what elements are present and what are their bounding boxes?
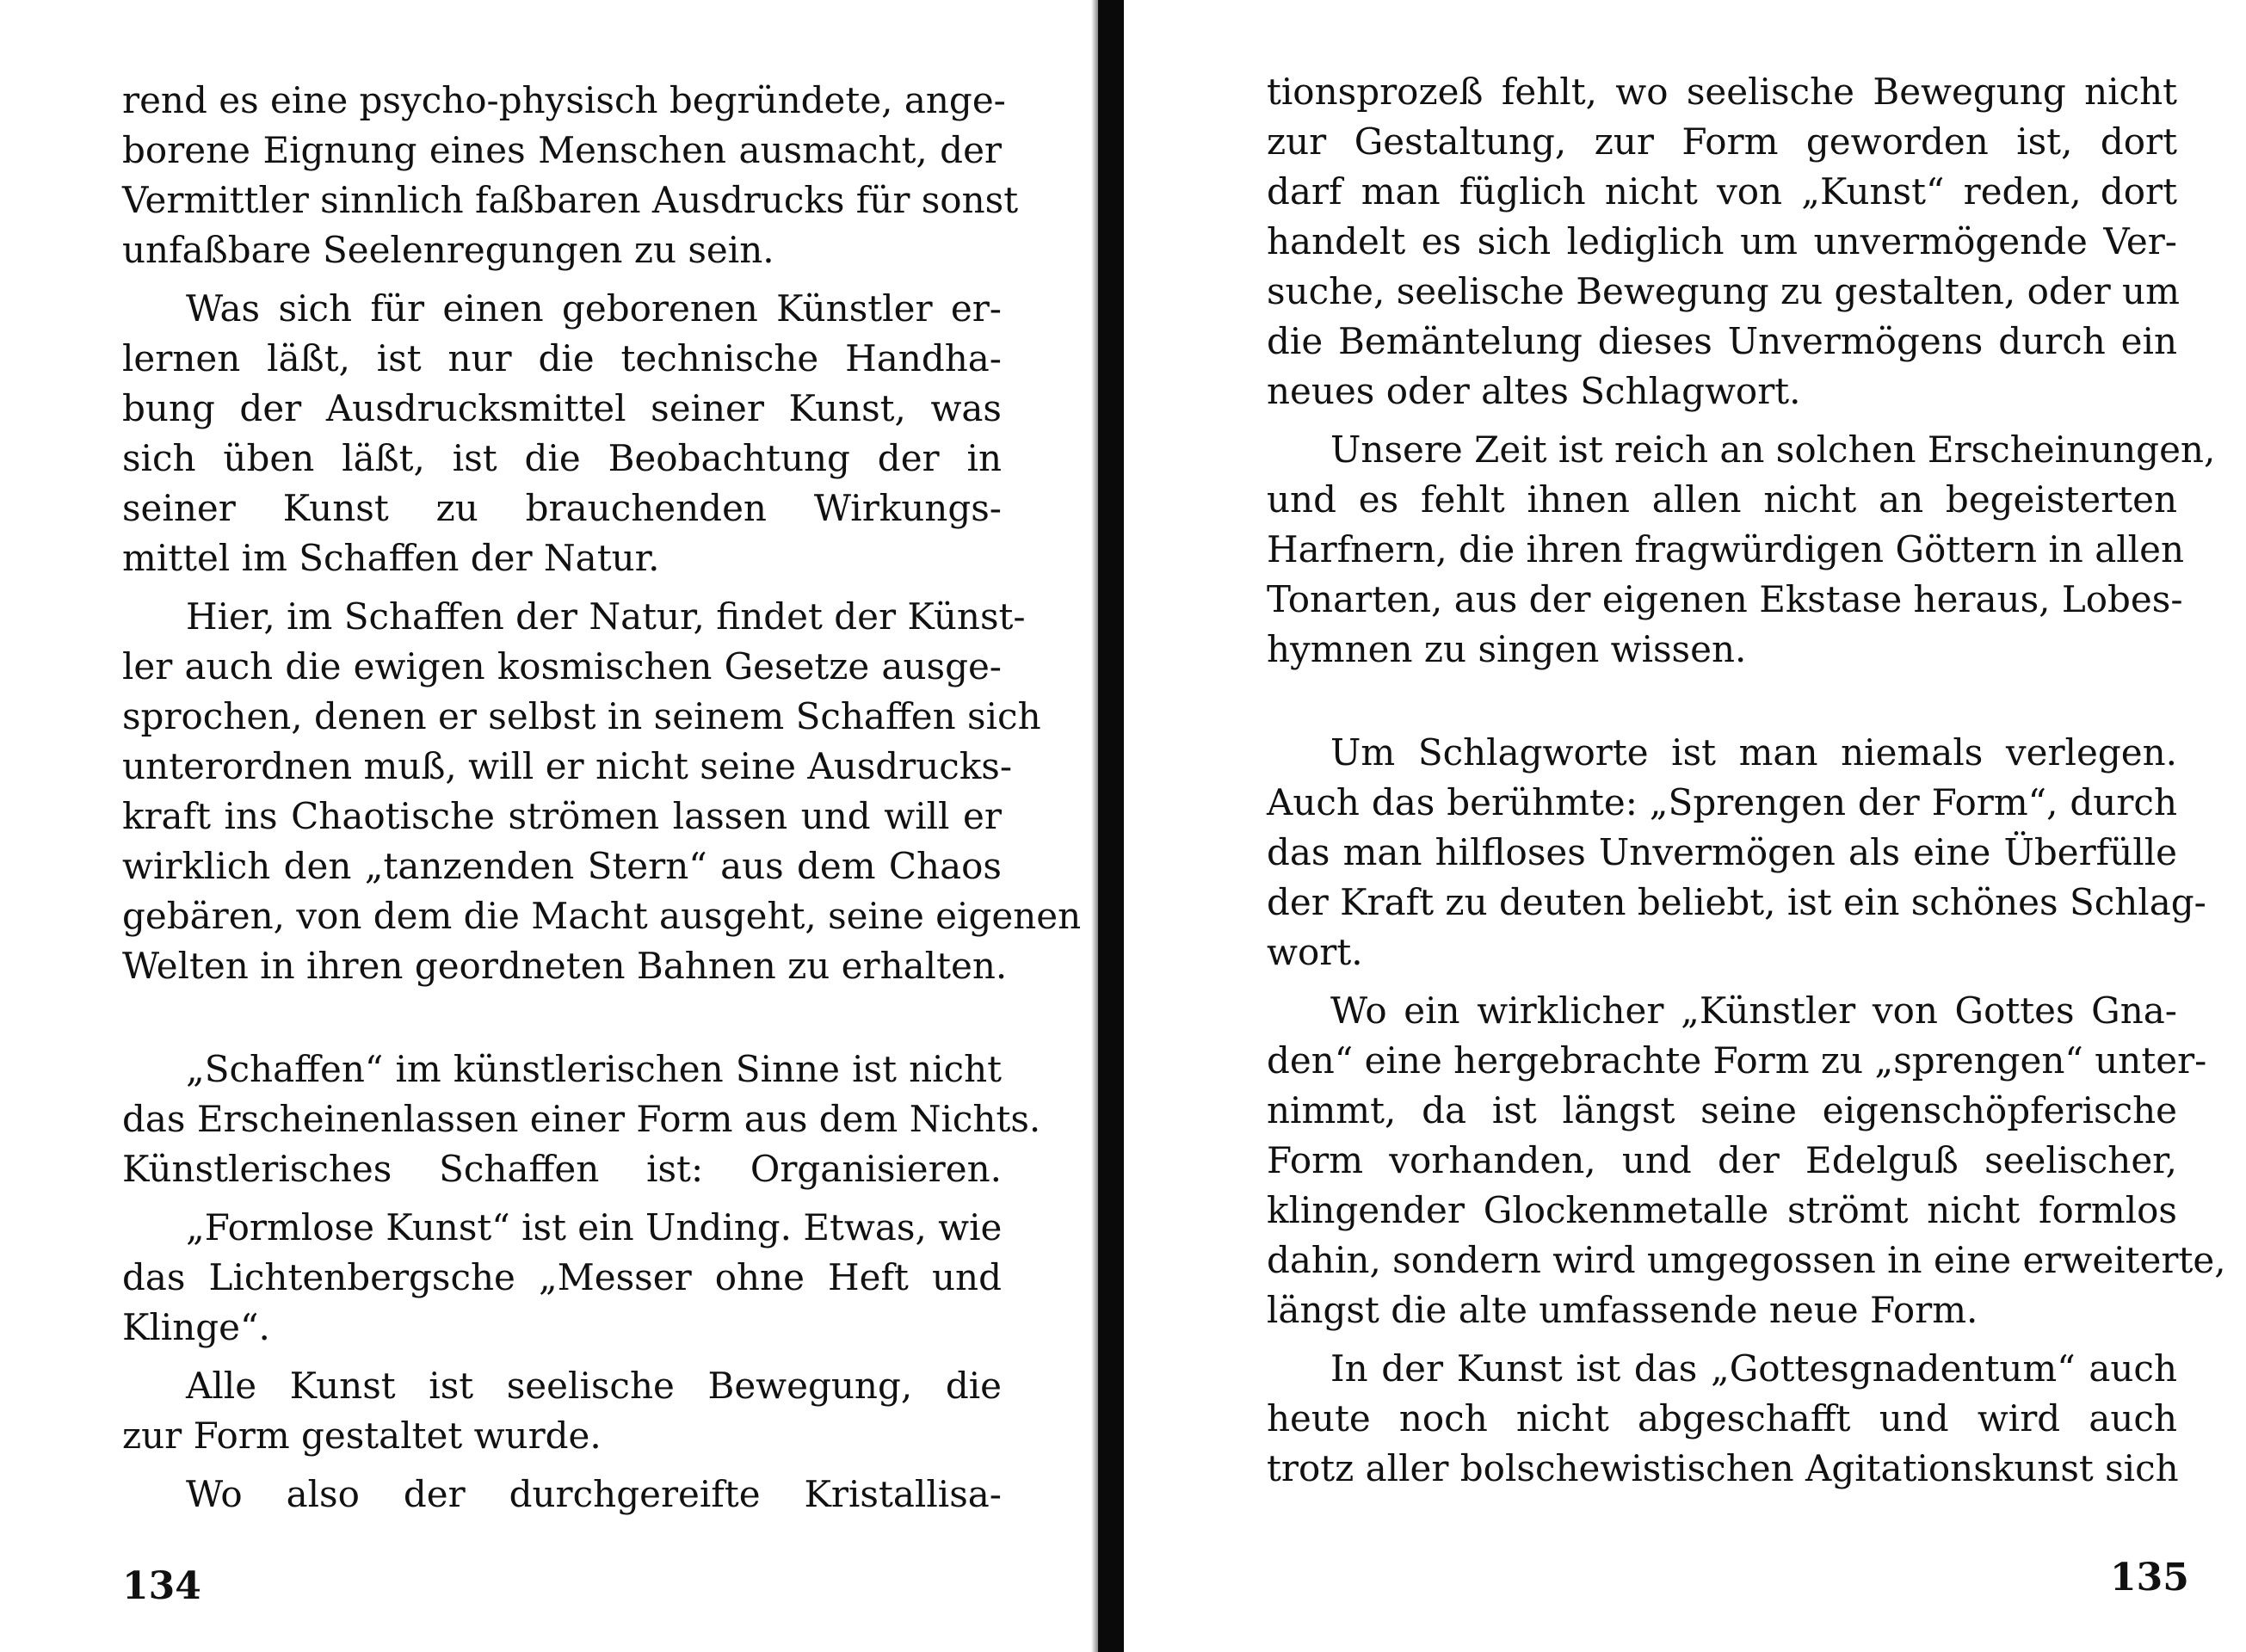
text-line: darf man füglich nicht von „Kunst“ reden, dort [1267, 170, 2177, 213]
text-line: zur Gestaltung, zur Form geworden ist, dort [1267, 120, 2177, 163]
text-line: klingender Glockenmetalle strömt nicht formlos [1267, 1189, 2177, 1231]
text-line: neues oder altes Schlagwort. [1267, 370, 1801, 412]
text-line: und es fehlt ihnen allen nicht an begeisterten [1267, 478, 2177, 521]
text-line: Welten in ihren geordneten Bahnen zu erhalten. [122, 945, 1008, 987]
text-line: Wo also der durchgereifte Kristallisa- [186, 1473, 1002, 1515]
text-line: Vermittler sinnlich faßbaren Ausdrucks für sonst [122, 179, 1019, 221]
text-line: Um Schlagworte ist man niemals verlegen. [1330, 731, 2177, 774]
text-line: hymnen zu singen wissen. [1267, 628, 1747, 670]
text-line: ler auch die ewigen kosmischen Gesetze ausge- [122, 645, 1002, 687]
left-page [0, 0, 1101, 1652]
text-line: sprochen, denen er selbst in seinem Schaffen sich [122, 695, 1041, 737]
text-line: trotz aller bolschewistischen Agitationskunst sich [1267, 1447, 2179, 1489]
text-line: lernen läßt, ist nur die technische Handha- [122, 337, 1002, 379]
text-line: rend es eine psycho-physisch begründete, ange- [122, 79, 1006, 121]
text-line: suche, seelische Bewegung zu gestalten, oder um [1267, 270, 2180, 312]
text-line: handelt es sich lediglich um unvermögende Ver- [1267, 220, 2177, 262]
text-line: borene Eignung eines Menschen ausmacht, der [122, 129, 1002, 171]
text-line: Was sich für einen geborenen Künstler er- [186, 287, 1002, 330]
left-page-text [122, 76, 1082, 1519]
page-number: 135 [2110, 1556, 2189, 1600]
right-page [1136, 0, 2246, 1652]
text-line: Hier, im Schaffen der Natur, findet der Künst- [186, 595, 1026, 638]
text-line: dahin, sondern wird umgegossen in eine erweiterte, [1267, 1239, 2226, 1281]
text-line: Künstlerisches Schaffen ist: Organisieren. [122, 1148, 1002, 1190]
text-line: wirklich den „tanzenden Stern“ aus dem Chaos [122, 845, 1002, 887]
text-line: bung der Ausdrucksmittel seiner Kunst, was [122, 387, 1002, 429]
text-line: Klinge“. [122, 1306, 270, 1348]
text-line: zur Form gestaltet wurde. [122, 1415, 602, 1457]
text-line: kraft ins Chaotische strömen lassen und will er [122, 795, 1002, 837]
book-gutter [1098, 0, 1124, 1652]
text-line: den“ eine hergebrachte Form zu „sprengen“ unter- [1267, 1039, 2207, 1082]
text-line: Tonarten, aus der eigenen Ekstase heraus, Lobes- [1267, 578, 2183, 620]
text-line: Form vorhanden, und der Edelguß seelischer, [1267, 1139, 2177, 1181]
text-line: das Lichtenbergsche „Messer ohne Heft und [122, 1256, 1002, 1298]
text-line: heute noch nicht abgeschafft und wird auch [1267, 1397, 2177, 1439]
right-page-text [1267, 67, 2226, 1494]
text-line: gebären, von dem die Macht ausgeht, seine eigenen [122, 895, 1082, 937]
text-line: tionsprozeß fehlt, wo seelische Bewegung nicht [1267, 71, 2177, 113]
text-line: wort. [1267, 931, 1363, 973]
text-line: der Kraft zu deuten beliebt, ist ein schönes Schlag- [1267, 881, 2206, 923]
text-line: das Erscheinenlassen einer Form aus dem Nichts. [122, 1098, 1041, 1140]
text-line: „Formlose Kunst“ ist ein Unding. Etwas, wie [186, 1206, 1003, 1248]
text-line: „Schaffen“ im künstlerischen Sinne ist nicht [186, 1048, 1002, 1090]
text-line: In der Kunst ist das „Gottesgnadentum“ auch [1330, 1347, 2177, 1390]
text-line: Unsere Zeit ist reich an solchen Erscheinungen, [1330, 428, 2216, 471]
page-number: 134 [122, 1564, 201, 1608]
text-line: mittel im Schaffen der Natur. [122, 537, 660, 579]
text-line: Wo ein wirklicher „Künstler von Gottes Gna- [1330, 989, 2177, 1032]
text-line: unterordnen muß, will er nicht seine Ausdrucks- [122, 745, 1013, 787]
text-line: unfaßbare Seelenregungen zu sein. [122, 229, 774, 271]
text-line: Alle Kunst ist seelische Bewegung, die [186, 1365, 1002, 1407]
text-line: seiner Kunst zu brauchenden Wirkungs- [122, 487, 1002, 529]
text-line: nimmt, da ist längst seine eigenschöpferische [1267, 1089, 2177, 1131]
text-line: das man hilfloses Unvermögen als eine Überfülle [1267, 831, 2177, 873]
text-line: Harfnern, die ihren fragwürdigen Göttern in allen [1267, 528, 2185, 570]
text-line: längst die alte umfassende neue Form. [1267, 1289, 1978, 1331]
text-line: die Bemäntelung dieses Unvermögens durch ein [1267, 320, 2177, 362]
text-line: Auch das berühmte: „Sprengen der Form“, durch [1267, 781, 2177, 823]
text-line: sich üben läßt, ist die Beobachtung der in [122, 437, 1002, 479]
